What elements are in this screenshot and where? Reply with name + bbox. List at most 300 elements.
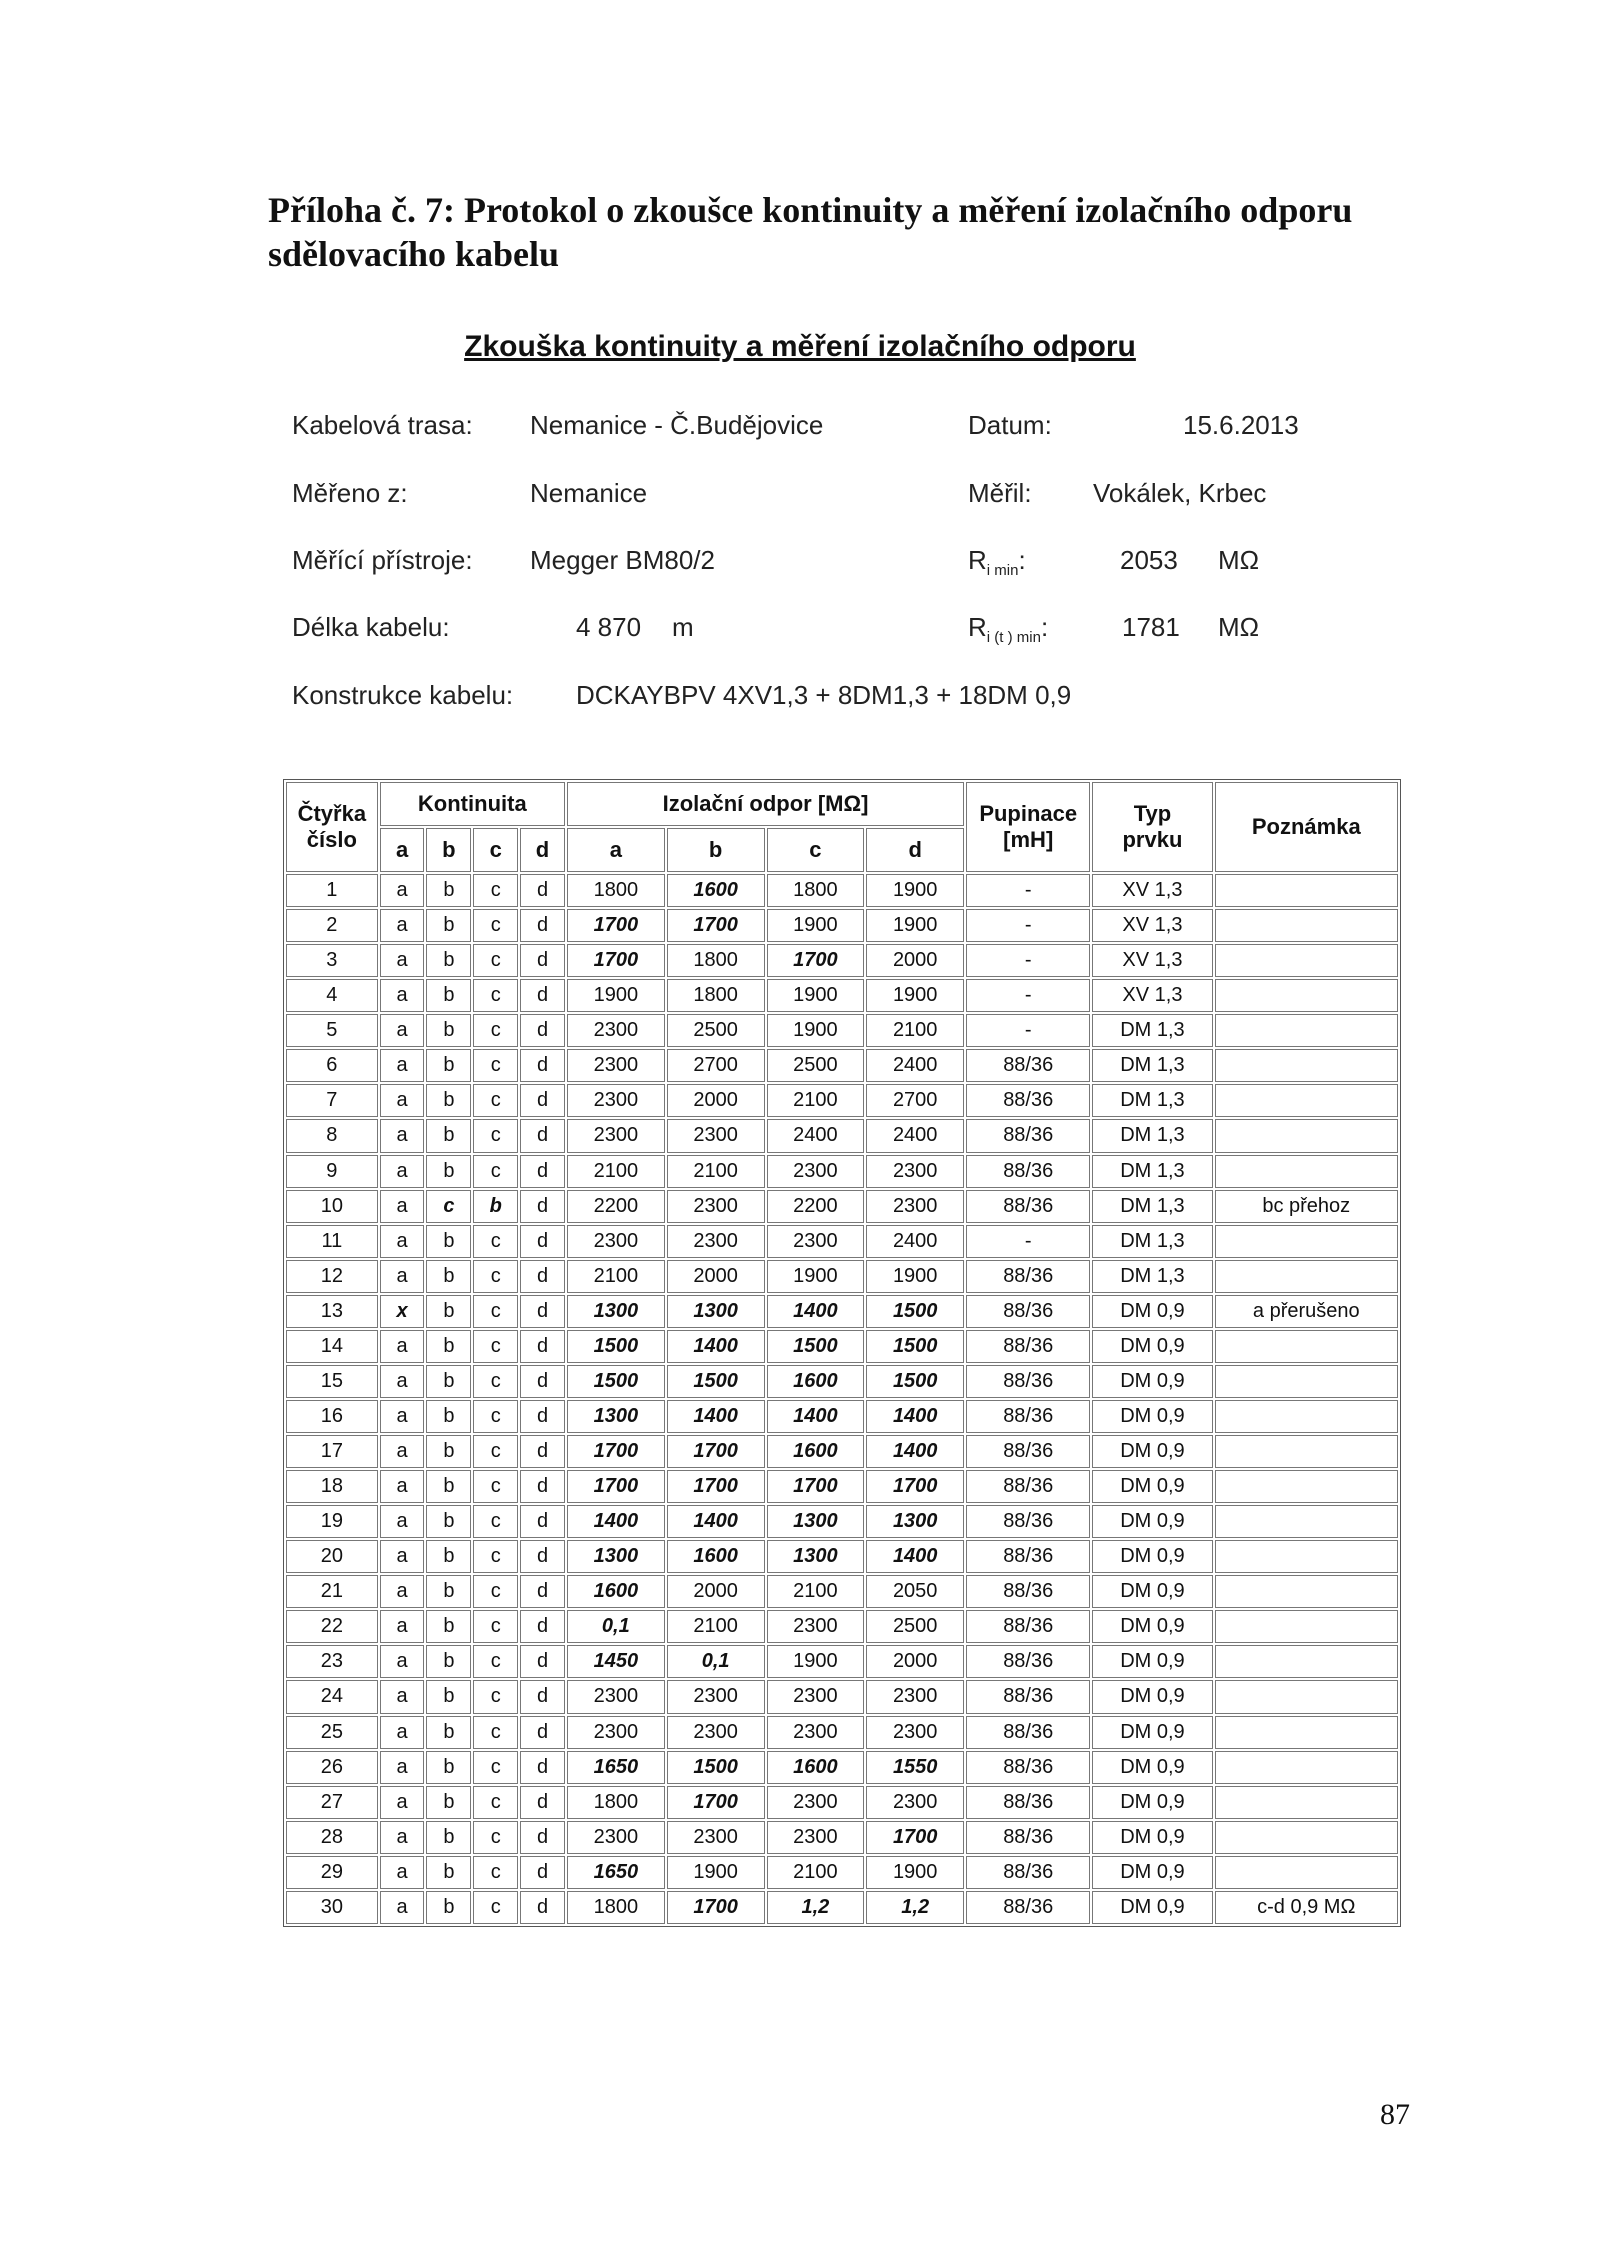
instruments-value: Megger BM80/2 [530, 545, 715, 575]
element-type-cell: DM 0,9 [1092, 1610, 1212, 1643]
continuity-b-cell: b [426, 1155, 471, 1188]
insulation-b-cell: 1600 [667, 1540, 765, 1573]
pupinization-cell: 88/36 [966, 1751, 1090, 1784]
insulation-b-cell: 2700 [667, 1049, 765, 1082]
continuity-d-cell: d [520, 1435, 565, 1468]
insulation-b-cell: 1700 [667, 1891, 765, 1924]
note-cell: a přerušeno [1215, 1295, 1398, 1328]
measured-by-label: Měřil: [968, 478, 1032, 508]
date-label: Datum: [968, 410, 1052, 440]
insulation-d-cell: 2100 [866, 1014, 964, 1047]
pupinization-cell: 88/36 [966, 1610, 1090, 1643]
insulation-b-cell: 2000 [667, 1084, 765, 1117]
ri-min-value: 2053 [1120, 545, 1178, 575]
pupinization-cell: - [966, 1225, 1090, 1258]
insulation-d-cell: 1700 [866, 1821, 964, 1854]
continuity-a-cell: a [380, 1014, 425, 1047]
continuity-d-cell: d [520, 1786, 565, 1819]
continuity-a-cell: a [380, 1435, 425, 1468]
continuity-b-cell: b [426, 1119, 471, 1152]
quad-number-cell: 5 [286, 1014, 378, 1047]
insulation-d-cell: 1400 [866, 1540, 964, 1573]
continuity-b-cell: b [426, 1400, 471, 1433]
continuity-b-cell: b [426, 1575, 471, 1608]
continuity-a-cell: a [380, 944, 425, 977]
element-type-cell: DM 1,3 [1092, 1155, 1212, 1188]
insulation-c-cell: 2300 [767, 1680, 865, 1713]
pupinization-cell: 88/36 [966, 1891, 1090, 1924]
insulation-b-cell: 1300 [667, 1295, 765, 1328]
continuity-d-cell: d [520, 979, 565, 1012]
insulation-d-cell: 2300 [866, 1716, 964, 1749]
insulation-b-cell: 2300 [667, 1821, 765, 1854]
quad-number-cell: 18 [286, 1470, 378, 1503]
table-row [286, 1119, 1398, 1152]
page-heading: Příloha č. 7: Protokol o zkoušce kontinuity a měření izolačního odporu sdělovacího kabelu [268, 190, 1353, 274]
table-row [286, 1084, 1398, 1117]
continuity-d-cell: d [520, 1716, 565, 1749]
note-cell [1215, 874, 1398, 907]
continuity-d-cell: d [520, 1049, 565, 1082]
insulation-a-cell: 1400 [567, 1505, 665, 1538]
header-pupinization: Pupinace [mH] [966, 782, 1090, 872]
pupinization-cell: - [966, 909, 1090, 942]
continuity-d-cell: d [520, 1014, 565, 1047]
pupinization-cell: 88/36 [966, 1084, 1090, 1117]
continuity-d-cell: d [520, 1540, 565, 1573]
quad-number-cell: 1 [286, 874, 378, 907]
insulation-c-cell: 1600 [767, 1435, 865, 1468]
pupinization-cell: 88/36 [966, 1856, 1090, 1889]
continuity-c-cell: c [473, 1049, 518, 1082]
insulation-d-cell: 1300 [866, 1505, 964, 1538]
quad-number-cell: 22 [286, 1610, 378, 1643]
insulation-b-cell: 1700 [667, 1470, 765, 1503]
element-type-cell: DM 0,9 [1092, 1365, 1212, 1398]
pupinization-cell: 88/36 [966, 1821, 1090, 1854]
insulation-b-cell: 1700 [667, 1786, 765, 1819]
element-type-cell: XV 1,3 [1092, 874, 1212, 907]
insulation-c-cell: 2300 [767, 1155, 865, 1188]
table-row [286, 1400, 1398, 1433]
continuity-b-cell: b [426, 1891, 471, 1924]
note-cell [1215, 1014, 1398, 1047]
continuity-c-cell: c [473, 1084, 518, 1117]
table-row [286, 1540, 1398, 1573]
ri-t-min-unit: MΩ [1218, 612, 1260, 642]
note-cell [1215, 1155, 1398, 1188]
continuity-b-cell: b [426, 1365, 471, 1398]
construction-label: Konstrukce kabelu: [292, 680, 514, 710]
insulation-a-cell: 2300 [567, 1680, 665, 1713]
pupinization-cell: 88/36 [966, 1435, 1090, 1468]
continuity-c-cell: c [473, 1610, 518, 1643]
continuity-c-cell: c [473, 1330, 518, 1363]
insulation-c-cell: 1,2 [767, 1891, 865, 1924]
insulation-d-cell: 2300 [866, 1680, 964, 1713]
continuity-c-cell: c [473, 1505, 518, 1538]
quad-number-cell: 12 [286, 1260, 378, 1293]
continuity-d-cell: d [520, 1891, 565, 1924]
quad-number-cell: 4 [286, 979, 378, 1012]
insulation-d-cell: 2700 [866, 1084, 964, 1117]
quad-number-cell: 27 [286, 1786, 378, 1819]
ri-t-min-value: 1781 [1122, 612, 1180, 642]
insulation-a-cell: 1450 [567, 1645, 665, 1678]
element-type-cell: DM 1,3 [1092, 1119, 1212, 1152]
continuity-b-cell: b [426, 1470, 471, 1503]
continuity-b-cell: b [426, 1505, 471, 1538]
element-type-cell: DM 0,9 [1092, 1645, 1212, 1678]
quad-number-cell: 15 [286, 1365, 378, 1398]
insulation-b-cell: 2100 [667, 1155, 765, 1188]
table-row [286, 1049, 1398, 1082]
pupinization-cell: 88/36 [966, 1330, 1090, 1363]
note-cell [1215, 1225, 1398, 1258]
insulation-c-cell: 2100 [767, 1856, 865, 1889]
continuity-a-cell: a [380, 1225, 425, 1258]
continuity-c-cell: c [473, 1575, 518, 1608]
insulation-d-cell: 2300 [866, 1786, 964, 1819]
note-cell [1215, 1610, 1398, 1643]
insulation-d-cell: 1500 [866, 1365, 964, 1398]
insulation-b-cell: 1700 [667, 1435, 765, 1468]
subheader-insulation-d: d [866, 828, 964, 872]
insulation-a-cell: 2200 [567, 1190, 665, 1223]
continuity-c-cell: c [473, 944, 518, 977]
insulation-b-cell: 1400 [667, 1330, 765, 1363]
insulation-b-cell: 2000 [667, 1575, 765, 1608]
continuity-b-cell: b [426, 1856, 471, 1889]
insulation-b-cell: 1800 [667, 979, 765, 1012]
insulation-c-cell: 2100 [767, 1575, 865, 1608]
insulation-c-cell: 1300 [767, 1505, 865, 1538]
table-row [286, 874, 1398, 907]
element-type-cell: DM 0,9 [1092, 1821, 1212, 1854]
page-number: 87 [1380, 2098, 1410, 2131]
table-row [286, 979, 1398, 1012]
insulation-a-cell: 1800 [567, 1786, 665, 1819]
continuity-c-cell: c [473, 1680, 518, 1713]
continuity-c-cell: c [473, 1786, 518, 1819]
insulation-a-cell: 1300 [567, 1540, 665, 1573]
ri-t-min-label: $R_{i (t ) min}$: [968, 612, 1049, 647]
table-row [286, 1470, 1398, 1503]
header-continuity: Kontinuita [380, 782, 565, 826]
insulation-d-cell: 2500 [866, 1610, 964, 1643]
continuity-d-cell: d [520, 1260, 565, 1293]
quad-number-cell: 20 [286, 1540, 378, 1573]
insulation-a-cell: 2300 [567, 1014, 665, 1047]
table-row [286, 1435, 1398, 1468]
continuity-c-cell: c [473, 1155, 518, 1188]
insulation-a-cell: 0,1 [567, 1610, 665, 1643]
insulation-d-cell: 1900 [866, 1260, 964, 1293]
pupinization-cell: - [966, 979, 1090, 1012]
subheader-continuity-d: d [520, 828, 565, 872]
continuity-c-cell: c [473, 1435, 518, 1468]
quad-number-cell: 29 [286, 1856, 378, 1889]
insulation-c-cell: 1600 [767, 1751, 865, 1784]
quad-number-cell: 17 [286, 1435, 378, 1468]
quad-number-cell: 13 [286, 1295, 378, 1328]
table-row [286, 1821, 1398, 1854]
insulation-c-cell: 2500 [767, 1049, 865, 1082]
pupinization-cell: 88/36 [966, 1049, 1090, 1082]
element-type-cell: DM 1,3 [1092, 1084, 1212, 1117]
pupinization-cell: 88/36 [966, 1645, 1090, 1678]
continuity-d-cell: d [520, 1645, 565, 1678]
pupinization-cell: - [966, 1014, 1090, 1047]
element-type-cell: DM 0,9 [1092, 1505, 1212, 1538]
subheader-continuity-c: c [473, 828, 518, 872]
continuity-b-cell: b [426, 1751, 471, 1784]
note-cell [1215, 979, 1398, 1012]
note-cell: bc přehoz [1215, 1190, 1398, 1223]
continuity-a-cell: a [380, 979, 425, 1012]
insulation-d-cell: 1,2 [866, 1891, 964, 1924]
table-row [286, 1225, 1398, 1258]
ri-min-unit: MΩ [1218, 545, 1260, 575]
element-type-cell: XV 1,3 [1092, 979, 1212, 1012]
ri-min-label: $R_{i min}$: [968, 545, 1026, 580]
note-cell [1215, 1365, 1398, 1398]
insulation-c-cell: 1900 [767, 1260, 865, 1293]
insulation-b-cell: 2300 [667, 1190, 765, 1223]
document-title: Zkouška kontinuity a měření izolačního odporu [464, 330, 1136, 363]
quad-number-cell: 24 [286, 1680, 378, 1713]
insulation-a-cell: 1800 [567, 874, 665, 907]
insulation-d-cell: 1400 [866, 1435, 964, 1468]
pupinization-cell: 88/36 [966, 1190, 1090, 1223]
insulation-d-cell: 1900 [866, 979, 964, 1012]
insulation-c-cell: 2300 [767, 1610, 865, 1643]
continuity-d-cell: d [520, 944, 565, 977]
insulation-a-cell: 1800 [567, 1891, 665, 1924]
pupinization-cell: 88/36 [966, 1680, 1090, 1713]
insulation-b-cell: 2500 [667, 1014, 765, 1047]
insulation-d-cell: 1900 [866, 874, 964, 907]
continuity-b-cell: b [426, 1295, 471, 1328]
element-type-cell: DM 0,9 [1092, 1330, 1212, 1363]
continuity-a-cell: a [380, 1505, 425, 1538]
pupinization-cell: 88/36 [966, 1365, 1090, 1398]
insulation-a-cell: 1700 [567, 1470, 665, 1503]
continuity-a-cell: a [380, 1891, 425, 1924]
header-quad-number: Čtyřka číslo [286, 782, 378, 872]
table-row [286, 1330, 1398, 1363]
element-type-cell: DM 0,9 [1092, 1716, 1212, 1749]
pupinization-cell: 88/36 [966, 1575, 1090, 1608]
insulation-b-cell: 1800 [667, 944, 765, 977]
note-cell [1215, 1435, 1398, 1468]
quad-number-cell: 30 [286, 1891, 378, 1924]
continuity-c-cell: c [473, 1891, 518, 1924]
insulation-a-cell: 2100 [567, 1155, 665, 1188]
element-type-cell: XV 1,3 [1092, 944, 1212, 977]
note-cell: c-d 0,9 MΩ [1215, 1891, 1398, 1924]
continuity-c-cell: c [473, 1751, 518, 1784]
continuity-c-cell: c [473, 1014, 518, 1047]
continuity-c-cell: c [473, 1645, 518, 1678]
element-type-cell: DM 0,9 [1092, 1680, 1212, 1713]
continuity-c-cell: c [473, 909, 518, 942]
insulation-a-cell: 2300 [567, 1119, 665, 1152]
element-type-cell: DM 0,9 [1092, 1470, 1212, 1503]
header-insulation-resistance: Izolační odpor [MΩ] [567, 782, 964, 826]
insulation-b-cell: 2000 [667, 1260, 765, 1293]
subheader-insulation-c: c [767, 828, 865, 872]
note-cell [1215, 1470, 1398, 1503]
pupinization-cell: 88/36 [966, 1155, 1090, 1188]
continuity-d-cell: d [520, 1190, 565, 1223]
insulation-c-cell: 2300 [767, 1821, 865, 1854]
quad-number-cell: 9 [286, 1155, 378, 1188]
continuity-a-cell: x [380, 1295, 425, 1328]
continuity-c-cell: c [473, 1470, 518, 1503]
insulation-d-cell: 1550 [866, 1751, 964, 1784]
continuity-c-cell: c [473, 1540, 518, 1573]
continuity-b-cell: b [426, 1645, 471, 1678]
element-type-cell: DM 0,9 [1092, 1435, 1212, 1468]
insulation-b-cell: 0,1 [667, 1645, 765, 1678]
continuity-b-cell: b [426, 1049, 471, 1082]
insulation-a-cell: 2100 [567, 1260, 665, 1293]
note-cell [1215, 1505, 1398, 1538]
continuity-d-cell: d [520, 1365, 565, 1398]
cable-length-unit: m [672, 612, 694, 642]
continuity-a-cell: a [380, 1821, 425, 1854]
insulation-b-cell: 1400 [667, 1400, 765, 1433]
continuity-c-cell: c [473, 874, 518, 907]
note-cell [1215, 944, 1398, 977]
insulation-d-cell: 1900 [866, 1856, 964, 1889]
continuity-d-cell: d [520, 1155, 565, 1188]
continuity-c-cell: c [473, 1225, 518, 1258]
pupinization-cell: 88/36 [966, 1119, 1090, 1152]
continuity-b-cell: b [426, 1786, 471, 1819]
insulation-d-cell: 2050 [866, 1575, 964, 1608]
table-row [286, 1365, 1398, 1398]
insulation-a-cell: 1600 [567, 1575, 665, 1608]
continuity-d-cell: d [520, 1400, 565, 1433]
insulation-a-cell: 1900 [567, 979, 665, 1012]
insulation-c-cell: 1500 [767, 1330, 865, 1363]
quad-number-cell: 10 [286, 1190, 378, 1223]
element-type-cell: XV 1,3 [1092, 909, 1212, 942]
element-type-cell: DM 1,3 [1092, 1260, 1212, 1293]
insulation-a-cell: 1700 [567, 1435, 665, 1468]
insulation-a-cell: 1650 [567, 1751, 665, 1784]
insulation-a-cell: 2300 [567, 1716, 665, 1749]
insulation-c-cell: 1600 [767, 1365, 865, 1398]
note-cell [1215, 1645, 1398, 1678]
pupinization-cell: 88/36 [966, 1260, 1090, 1293]
element-type-cell: DM 0,9 [1092, 1540, 1212, 1573]
measurement-rows [286, 874, 1398, 1924]
route-label: Kabelová trasa: [292, 410, 473, 440]
insulation-c-cell: 1400 [767, 1400, 865, 1433]
quad-number-cell: 11 [286, 1225, 378, 1258]
construction-value: DCKAYBPV 4XV1,3 + 8DM1,3 + 18DM 0,9 [576, 680, 1072, 710]
measured-from-label: Měřeno z: [292, 478, 408, 508]
quad-number-cell: 7 [286, 1084, 378, 1117]
continuity-a-cell: a [380, 1575, 425, 1608]
element-type-cell: DM 1,3 [1092, 1190, 1212, 1223]
continuity-c-cell: c [473, 1716, 518, 1749]
insulation-d-cell: 2300 [866, 1155, 964, 1188]
note-cell [1215, 1575, 1398, 1608]
continuity-d-cell: d [520, 1751, 565, 1784]
note-cell [1215, 909, 1398, 942]
insulation-c-cell: 1700 [767, 944, 865, 977]
insulation-a-cell: 1300 [567, 1295, 665, 1328]
cable-length-value: 4 870 [576, 612, 642, 642]
insulation-a-cell: 1650 [567, 1856, 665, 1889]
table-row [286, 1891, 1398, 1924]
insulation-b-cell: 1400 [667, 1505, 765, 1538]
continuity-b-cell: b [426, 944, 471, 977]
table-row [286, 1014, 1398, 1047]
continuity-a-cell: a [380, 1751, 425, 1784]
continuity-d-cell: d [520, 1856, 565, 1889]
insulation-d-cell: 1500 [866, 1295, 964, 1328]
quad-number-cell: 8 [286, 1119, 378, 1152]
quad-number-cell: 3 [286, 944, 378, 977]
insulation-d-cell: 2000 [866, 1645, 964, 1678]
note-cell [1215, 1400, 1398, 1433]
table-row [286, 1575, 1398, 1608]
measurement-table [283, 779, 1401, 1927]
continuity-d-cell: d [520, 1610, 565, 1643]
quad-number-cell: 25 [286, 1716, 378, 1749]
insulation-a-cell: 2300 [567, 1084, 665, 1117]
insulation-b-cell: 2300 [667, 1680, 765, 1713]
insulation-a-cell: 1500 [567, 1365, 665, 1398]
continuity-a-cell: a [380, 1470, 425, 1503]
continuity-c-cell: c [473, 1260, 518, 1293]
insulation-a-cell: 2300 [567, 1821, 665, 1854]
continuity-d-cell: d [520, 1225, 565, 1258]
continuity-d-cell: d [520, 1821, 565, 1854]
subheader-insulation-a: a [567, 828, 665, 872]
insulation-d-cell: 1400 [866, 1400, 964, 1433]
measured-from-value: Nemanice [530, 478, 648, 508]
element-type-cell: DM 0,9 [1092, 1575, 1212, 1608]
table-row [286, 944, 1398, 977]
note-cell [1215, 1540, 1398, 1573]
subheader-continuity-a: a [380, 828, 425, 872]
insulation-d-cell: 1500 [866, 1330, 964, 1363]
continuity-d-cell: d [520, 1119, 565, 1152]
table-row [286, 1680, 1398, 1713]
quad-number-cell: 23 [286, 1645, 378, 1678]
route-value: Nemanice - Č.Budějovice [530, 410, 824, 440]
note-cell [1215, 1049, 1398, 1082]
quad-number-cell: 26 [286, 1751, 378, 1784]
insulation-a-cell: 1700 [567, 909, 665, 942]
insulation-c-cell: 1900 [767, 1014, 865, 1047]
continuity-b-cell: b [426, 874, 471, 907]
quad-number-cell: 19 [286, 1505, 378, 1538]
insulation-c-cell: 1400 [767, 1295, 865, 1328]
continuity-b-cell: b [426, 909, 471, 942]
insulation-b-cell: 2300 [667, 1716, 765, 1749]
insulation-c-cell: 2200 [767, 1190, 865, 1223]
continuity-a-cell: a [380, 1049, 425, 1082]
insulation-d-cell: 2400 [866, 1119, 964, 1152]
continuity-b-cell: b [426, 1084, 471, 1117]
